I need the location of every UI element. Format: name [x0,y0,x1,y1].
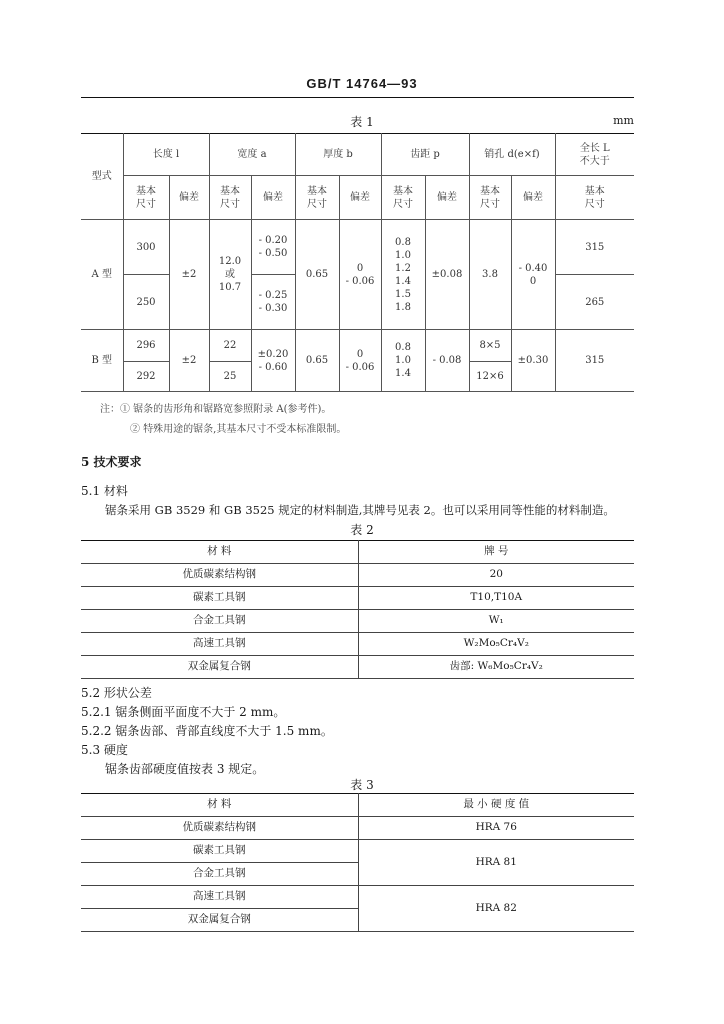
table3-caption: 表 3 [350,778,374,792]
section-5-title: 5 技术要求 [81,455,142,469]
subheader-basic: 基本 尺寸 [381,176,425,220]
b-pitch-dev: - 0.08 [425,330,469,392]
a-pitch-dev: ±0.08 [425,220,469,330]
t2-row-material: 高速工具钢 [81,633,358,656]
dimensions-table [81,133,634,392]
t3-row-hardness: HRA 76 [358,817,634,840]
b-width-dev: ±0.20 - 0.60 [251,330,295,392]
t3-header-min-hardness: 最 小 硬 度 值 [358,794,634,817]
subheader-deviation: 偏差 [169,176,209,220]
t3-row-hardness: HRA 81 [358,840,634,886]
t3-row-material: 优质碳素结构钢 [81,817,358,840]
table1-notes [100,400,346,440]
a-width-dev-2: - 0.25 - 0.30 [251,275,295,330]
table1-unit: mm [613,114,634,127]
standard-code-header: GB/T 14764—93 [306,76,418,91]
t3-row-material: 合金工具钢 [81,863,358,886]
a-length-250: 250 [123,275,169,330]
type-b-label: B 型 [81,330,123,392]
a-thickness: 0.65 [295,220,339,330]
section-5-2-title: 5.2 形状公差 [81,686,152,700]
subheader-basic: 基本 尺寸 [209,176,251,220]
subheader-deviation: 偏差 [251,176,295,220]
a-pitch: 0.8 1.0 1.2 1.4 1.5 1.8 [381,220,425,330]
a-length-dev: ±2 [169,220,209,330]
header-type: 型式 [81,134,123,220]
header-total-length: 全长 L 不大于 [555,134,634,176]
header-pitch: 齿距 p [381,134,469,176]
t3-row-material: 双金属复合钢 [81,909,358,932]
subheader-deviation: 偏差 [511,176,555,220]
subheader-basic: 基本 尺寸 [123,176,169,220]
section-5-3-title: 5.3 硬度 [81,743,128,757]
header-rule [81,97,634,98]
b-hole-12x6: 12×6 [469,362,511,392]
b-length-dev: ±2 [169,330,209,392]
header-width: 宽度 a [209,134,295,176]
b-hole-8x5: 8×5 [469,330,511,362]
section-5-3-text: 锯条齿部硬度值按表 3 规定。 [105,762,265,776]
a-total-315: 315 [555,220,634,275]
t2-row-grade: 20 [358,564,634,587]
note-2: ② 特殊用途的锯条,其基本尺寸不受本标准限制。 [130,424,347,435]
section-5-2-1-text: 5.2.1 锯条侧面平面度不大于 2 mm。 [81,705,286,719]
b-pitch: 0.8 1.0 1.4 [381,330,425,392]
section-5-1-text: 锯条采用 GB 3529 和 GB 3525 规定的材料制造,其牌号见表 2。也可以采用同等性能的材料制造。 [105,503,615,517]
t2-header-grade: 牌 号 [358,541,634,564]
b-width-25: 25 [209,362,251,392]
t2-row-material: 碳素工具钢 [81,587,358,610]
table1-caption: 表 1 [350,115,374,129]
b-length-296: 296 [123,330,169,362]
a-hole-dev: - 0.40 0 [511,220,555,330]
a-total-265: 265 [555,275,634,330]
a-hole: 3.8 [469,220,511,330]
subheader-basic: 基本 尺寸 [469,176,511,220]
header-length: 长度 l [123,134,209,176]
t2-row-grade: 齿部: W₆Mo₅Cr₄V₂ [358,656,634,679]
hardness-table [81,793,634,932]
a-width: 12.0 或 10.7 [209,220,251,330]
t2-header-material: 材 料 [81,541,358,564]
section-5-2-2-text: 5.2.2 锯条齿部、背部直线度不大于 1.5 mm。 [81,724,333,738]
t2-row-material: 优质碳素结构钢 [81,564,358,587]
t3-row-material: 碳素工具钢 [81,840,358,863]
t3-row-material: 高速工具钢 [81,886,358,909]
table2-caption: 表 2 [350,523,374,537]
header-pin-hole: 销孔 d(e×f) [469,134,555,176]
t2-row-grade: W₁ [358,610,634,633]
type-a-label: A 型 [81,220,123,330]
t2-row-material: 双金属复合钢 [81,656,358,679]
t2-row-grade: W₂Mo₅Cr₄V₂ [358,633,634,656]
note-1: 注：① 锯条的齿形角和锯路宽参照附录 A(参考件)。 [100,404,332,415]
a-length-300: 300 [123,220,169,275]
b-thickness: 0.65 [295,330,339,392]
b-hole-dev: ±0.30 [511,330,555,392]
materials-table [81,540,634,679]
b-total: 315 [555,330,634,392]
t2-row-grade: T10,T10A [358,587,634,610]
subheader-deviation: 偏差 [339,176,381,220]
subheader-basic: 基本 尺寸 [555,176,634,220]
subheader-basic: 基本 尺寸 [295,176,339,220]
t2-row-material: 合金工具钢 [81,610,358,633]
t3-header-material: 材 料 [81,794,358,817]
header-thickness: 厚度 b [295,134,381,176]
subheader-deviation: 偏差 [425,176,469,220]
b-thickness-dev: 0 - 0.06 [339,330,381,392]
a-thickness-dev: 0 - 0.06 [339,220,381,330]
t3-row-hardness: HRA 82 [358,886,634,932]
a-width-dev-1: - 0.20 - 0.50 [251,220,295,275]
b-width-22: 22 [209,330,251,362]
b-length-292: 292 [123,362,169,392]
section-5-1-title: 5.1 材料 [81,484,128,498]
